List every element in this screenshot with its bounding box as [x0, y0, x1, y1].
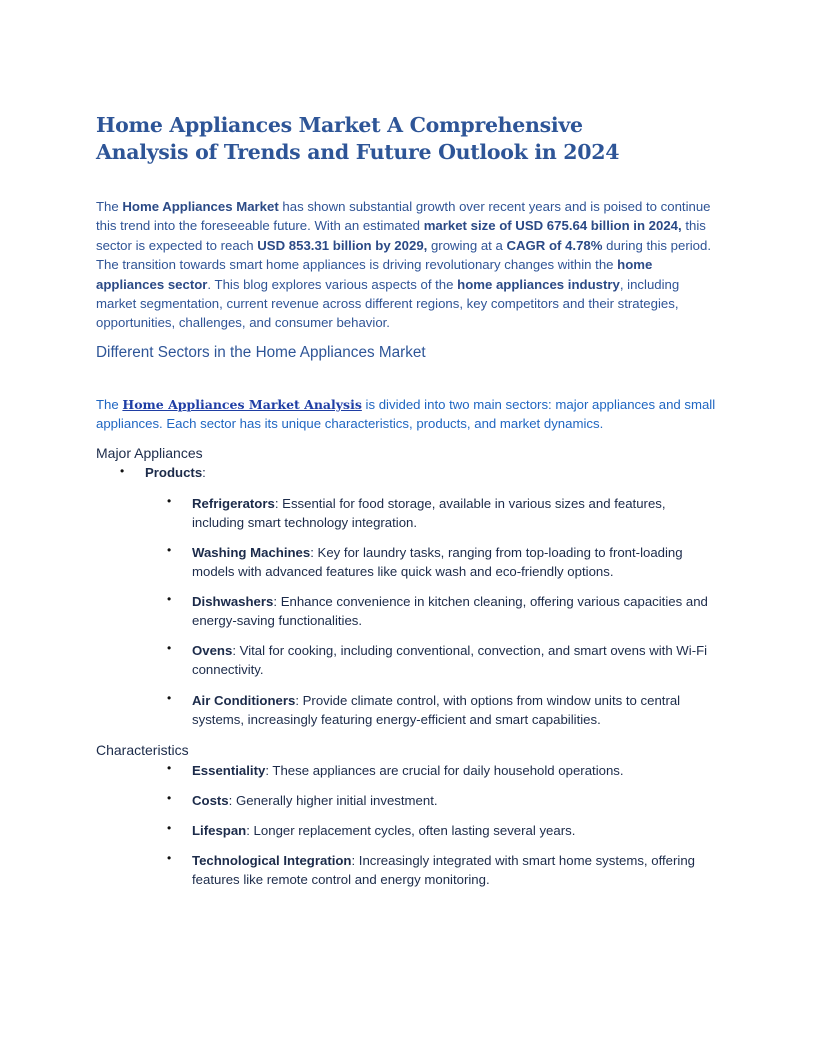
- bullet-icon: •: [120, 464, 125, 478]
- list-item: Costs: Generally higher initial investment.: [192, 793, 438, 808]
- bullet-icon: •: [167, 761, 172, 775]
- list-item: Essentiality: These appliances are crucial for daily household operations.: [192, 763, 624, 778]
- bullet-icon: •: [167, 494, 172, 508]
- intro-paragraph: The Home Appliances Market has shown substantial growth over recent years and is poised to continue this trend into the foreseeable future. With an estimated market size of USD 675.64 billion in 2024, this sector is expected to reach USD 853.31 billion by 2029, growing at a CAGR of 4.78% during this period. The transition towards smart home appliances is driving revolutionary changes within the home appliances sector. This blog explores various aspects of the home appliances industry, including market segmentation, current revenue across different regions, key competitors and their strategies, opportunities, challenges, and consumer behavior.: [96, 199, 711, 331]
- intro-bold: USD 853.31 billion by 2029,: [257, 237, 428, 253]
- market-analysis-link[interactable]: Home Appliances Market Analysis: [122, 397, 362, 412]
- list-item: Air Conditioners: Provide climate control, with options from window units to central systems, increasingly featuring energy-efficient and smart capabilities.: [192, 693, 681, 728]
- bullet-icon: •: [167, 851, 172, 865]
- bullet-icon: •: [167, 691, 172, 705]
- page-title: Home Appliances Market A Comprehensive Analysis of Trends and Future Outlook in 2024: [96, 113, 620, 164]
- bullet-icon: •: [167, 543, 172, 557]
- major-appliances-heading: Major Appliances: [96, 445, 203, 461]
- products-label: Products:: [145, 465, 206, 480]
- list-item: Technological Integration: Increasingly integrated with smart home systems, offering features like remote control and energy monitoring.: [192, 853, 695, 888]
- characteristics-heading: Characteristics: [96, 742, 189, 758]
- intro-bold: home appliances industry: [457, 276, 620, 292]
- intro-bold: Home Appliances Market: [122, 199, 279, 214]
- list-item: Dishwashers: Enhance convenience in kitchen cleaning, offering various capacities and energy-saving functionalities.: [192, 594, 708, 629]
- sectors-paragraph: The Home Appliances Market Analysis is divided into two main sectors: major appliances and small appliances. Each sector has its unique characteristics, products, and market dynamics.: [96, 397, 716, 432]
- sectors-heading: Different Sectors in the Home Appliances Market: [96, 344, 426, 361]
- intro-bold: CAGR of 4.78%: [506, 237, 603, 253]
- list-item: Washing Machines: Key for laundry tasks, ranging from top-loading to front-loading models with advanced features like quick wash and eco-friendly options.: [192, 545, 683, 580]
- intro-bold: home appliances sector: [96, 257, 653, 292]
- intro-bold: market size of USD 675.64 billion in 2024,: [423, 218, 682, 234]
- list-item: Lifespan: Longer replacement cycles, often lasting several years.: [192, 823, 576, 838]
- bullet-icon: •: [167, 641, 172, 655]
- bullet-icon: •: [167, 592, 172, 606]
- bullet-icon: •: [167, 791, 172, 805]
- bullet-icon: •: [167, 821, 172, 835]
- list-item: Ovens: Vital for cooking, including conventional, convection, and smart ovens with Wi-Fi connectivity.: [192, 643, 708, 678]
- list-item: Refrigerators: Essential for food storage, available in various sizes and features, including smart technology integration.: [192, 496, 666, 531]
